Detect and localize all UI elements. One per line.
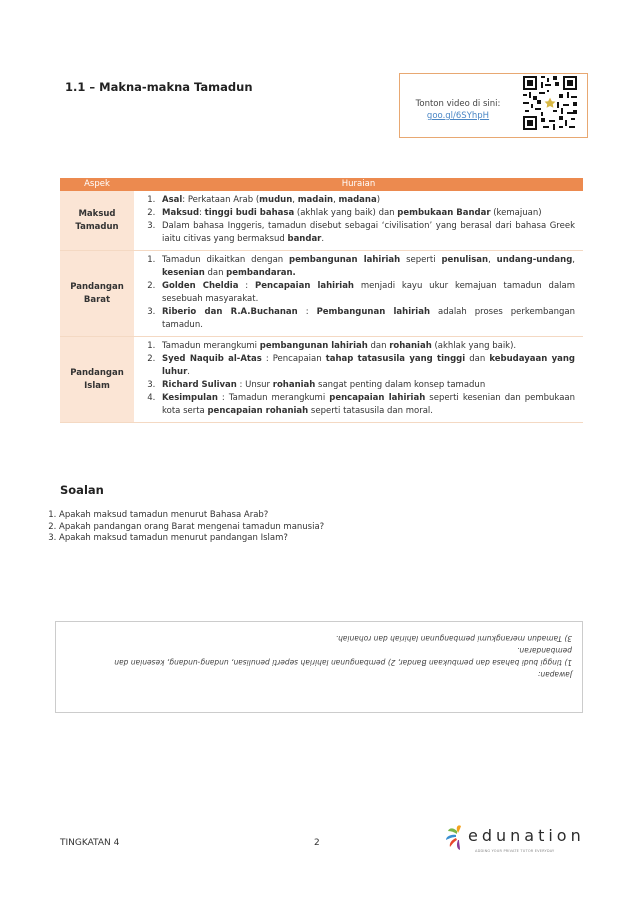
text-segment: : bbox=[199, 208, 205, 218]
list-item bbox=[158, 194, 575, 207]
text-segment: dan bbox=[204, 268, 227, 278]
bold-term: Golden Cheldia bbox=[162, 281, 239, 291]
huraian-list bbox=[134, 340, 575, 418]
bold-term: Syed Naquib al-Atas bbox=[162, 354, 262, 364]
list-item bbox=[158, 353, 575, 379]
huraian-cell bbox=[134, 337, 583, 423]
aspek-cell: Pandangan Islam bbox=[60, 337, 134, 423]
list-item bbox=[158, 379, 575, 392]
text-segment: , bbox=[488, 255, 497, 265]
bold-term: Richard Sulivan bbox=[162, 380, 237, 390]
question-item: 2. Apakah pandangan orang Barat mengenai tamadun manusia? bbox=[59, 522, 324, 534]
bold-term: pembangunan lahiriah bbox=[259, 341, 368, 351]
text-segment: sangat penting dalam konsep tamadun bbox=[315, 380, 486, 390]
question-list bbox=[37, 510, 324, 545]
text-segment: : Tamadun merangkumi bbox=[217, 393, 330, 403]
bold-term: kesenian bbox=[162, 268, 205, 278]
text-segment: , bbox=[292, 195, 298, 205]
text-segment: menjadi kayu ukur kemajuan tamadun dalam sesebuah masyarakat. bbox=[162, 281, 576, 304]
page-number: 2 bbox=[314, 838, 320, 848]
text-segment: seperti bbox=[400, 255, 442, 265]
question-item: 3. Apakah maksud tamadun menurut pandangan Islam? bbox=[59, 533, 324, 545]
aspek-cell: Pandangan Barat bbox=[60, 251, 134, 337]
bold-term: Pembangunan lahiriah bbox=[316, 307, 431, 317]
list-item bbox=[158, 392, 575, 418]
bold-term: pembangunan lahiriah bbox=[289, 255, 401, 265]
answer-line-2: 3) Tamadun merangkumi pembangunan lahiriah dan rohaniah. bbox=[335, 634, 572, 643]
text-segment: : Perkataan Arab ( bbox=[182, 195, 260, 205]
makna-table bbox=[60, 178, 583, 423]
bold-term: undang-undang bbox=[496, 255, 573, 265]
text-segment: ) bbox=[376, 195, 381, 205]
header-aspek: Aspek bbox=[60, 178, 134, 191]
text-segment: : bbox=[297, 307, 317, 317]
bold-term: Asal bbox=[162, 195, 183, 205]
bold-term: bandar bbox=[287, 234, 322, 244]
table-row bbox=[60, 337, 583, 423]
text-segment: : bbox=[238, 281, 256, 291]
video-link[interactable]: goo.gl/6SYhpH bbox=[426, 111, 490, 121]
text-segment: adalah proses perkembangan tamadun. bbox=[162, 307, 575, 330]
table-row bbox=[60, 191, 583, 251]
bold-term: tinggi budi bahasa bbox=[204, 208, 295, 218]
list-item bbox=[158, 220, 575, 246]
bold-term: pembukaan Bandar bbox=[397, 208, 491, 218]
bold-term: kebudayaan yang luhur bbox=[162, 354, 575, 377]
bold-term: pembandaran. bbox=[226, 268, 296, 278]
text-segment: : Unsur bbox=[236, 380, 273, 390]
answer-text-upside-down bbox=[64, 632, 572, 680]
text-segment: Tamadun dikaitkan dengan bbox=[162, 255, 290, 265]
footer-level: TINGKATAN 4 bbox=[60, 838, 120, 848]
answer-line-1: 1) tinggi budi bahasa dan pembukaan Bandar, 2) pembangunan lahiriah seperti penulisan, undang-undang, kesenian dan pembandaran. bbox=[114, 646, 572, 667]
answer-label: Jawapan: bbox=[537, 670, 572, 679]
section-title: 1.1 – Makna-makna Tamadun bbox=[65, 80, 253, 94]
huraian-list bbox=[134, 194, 575, 246]
bold-term: madain bbox=[297, 195, 334, 205]
video-caption bbox=[402, 98, 514, 122]
table-row bbox=[60, 251, 583, 337]
bold-term: Riberio dan R.A.Buchanan bbox=[162, 307, 298, 317]
text-segment: seperti kesenian dan pembukaan kota serta bbox=[162, 393, 576, 416]
text-segment: , bbox=[333, 195, 339, 205]
text-segment: Dalam bahasa Inggeris, tamadun disebut sebagai ‘civilisation’ yang berasal dari bahasa Greek iaitu citivas yang bermaksud bbox=[162, 221, 575, 244]
huraian-cell bbox=[134, 191, 583, 251]
text-segment: , bbox=[572, 255, 575, 265]
text-segment: (kemajuan) bbox=[490, 208, 542, 218]
answer-box bbox=[55, 621, 583, 713]
header-huraian: Huraian bbox=[134, 178, 583, 191]
text-segment: . bbox=[321, 234, 325, 244]
text-segment: (akhlak yang baik) dan bbox=[294, 208, 398, 218]
logo-tagline: ADDING YOUR PRIVATE TUTOR EVERYDAY bbox=[475, 849, 555, 853]
bold-term: pencapaian rohaniah bbox=[207, 406, 309, 416]
bold-term: rohaniah bbox=[272, 380, 316, 390]
bold-term: mudun bbox=[259, 195, 293, 205]
text-segment: dan bbox=[465, 354, 490, 364]
text-segment: : Pencapaian bbox=[261, 354, 326, 364]
bold-term: penulisan bbox=[441, 255, 489, 265]
list-item bbox=[158, 340, 575, 353]
question-item: 1. Apakah maksud tamadun menurut Bahasa Arab? bbox=[59, 510, 324, 522]
qr-code-icon[interactable] bbox=[523, 76, 577, 130]
video-label: Tonton video di sini: bbox=[415, 99, 501, 109]
text-segment: . bbox=[187, 367, 190, 377]
bold-term: madana bbox=[338, 195, 377, 205]
bold-term: rohaniah bbox=[389, 341, 432, 351]
logo-text: edunation bbox=[468, 826, 585, 845]
text-segment: (akhlak yang baik). bbox=[431, 341, 517, 351]
huraian-cell bbox=[134, 251, 583, 337]
bold-term: Maksud bbox=[162, 208, 200, 218]
huraian-list bbox=[134, 254, 575, 332]
text-segment: seperti tatasusila dan moral. bbox=[308, 406, 433, 416]
list-item bbox=[158, 254, 575, 280]
aspek-cell: Maksud Tamadun bbox=[60, 191, 134, 251]
bold-term: pencapaian lahiriah bbox=[329, 393, 426, 403]
list-item bbox=[158, 280, 575, 306]
list-item bbox=[158, 207, 575, 220]
soalan-heading: Soalan bbox=[60, 483, 104, 497]
text-segment: Tamadun merangkumi bbox=[162, 341, 260, 351]
bold-term: tahap tatasusila yang tinggi bbox=[325, 354, 466, 364]
bold-term: Pencapaian lahiriah bbox=[255, 281, 354, 291]
list-item bbox=[158, 306, 575, 332]
bold-term: Kesimpulan bbox=[162, 393, 218, 403]
text-segment: dan bbox=[367, 341, 390, 351]
